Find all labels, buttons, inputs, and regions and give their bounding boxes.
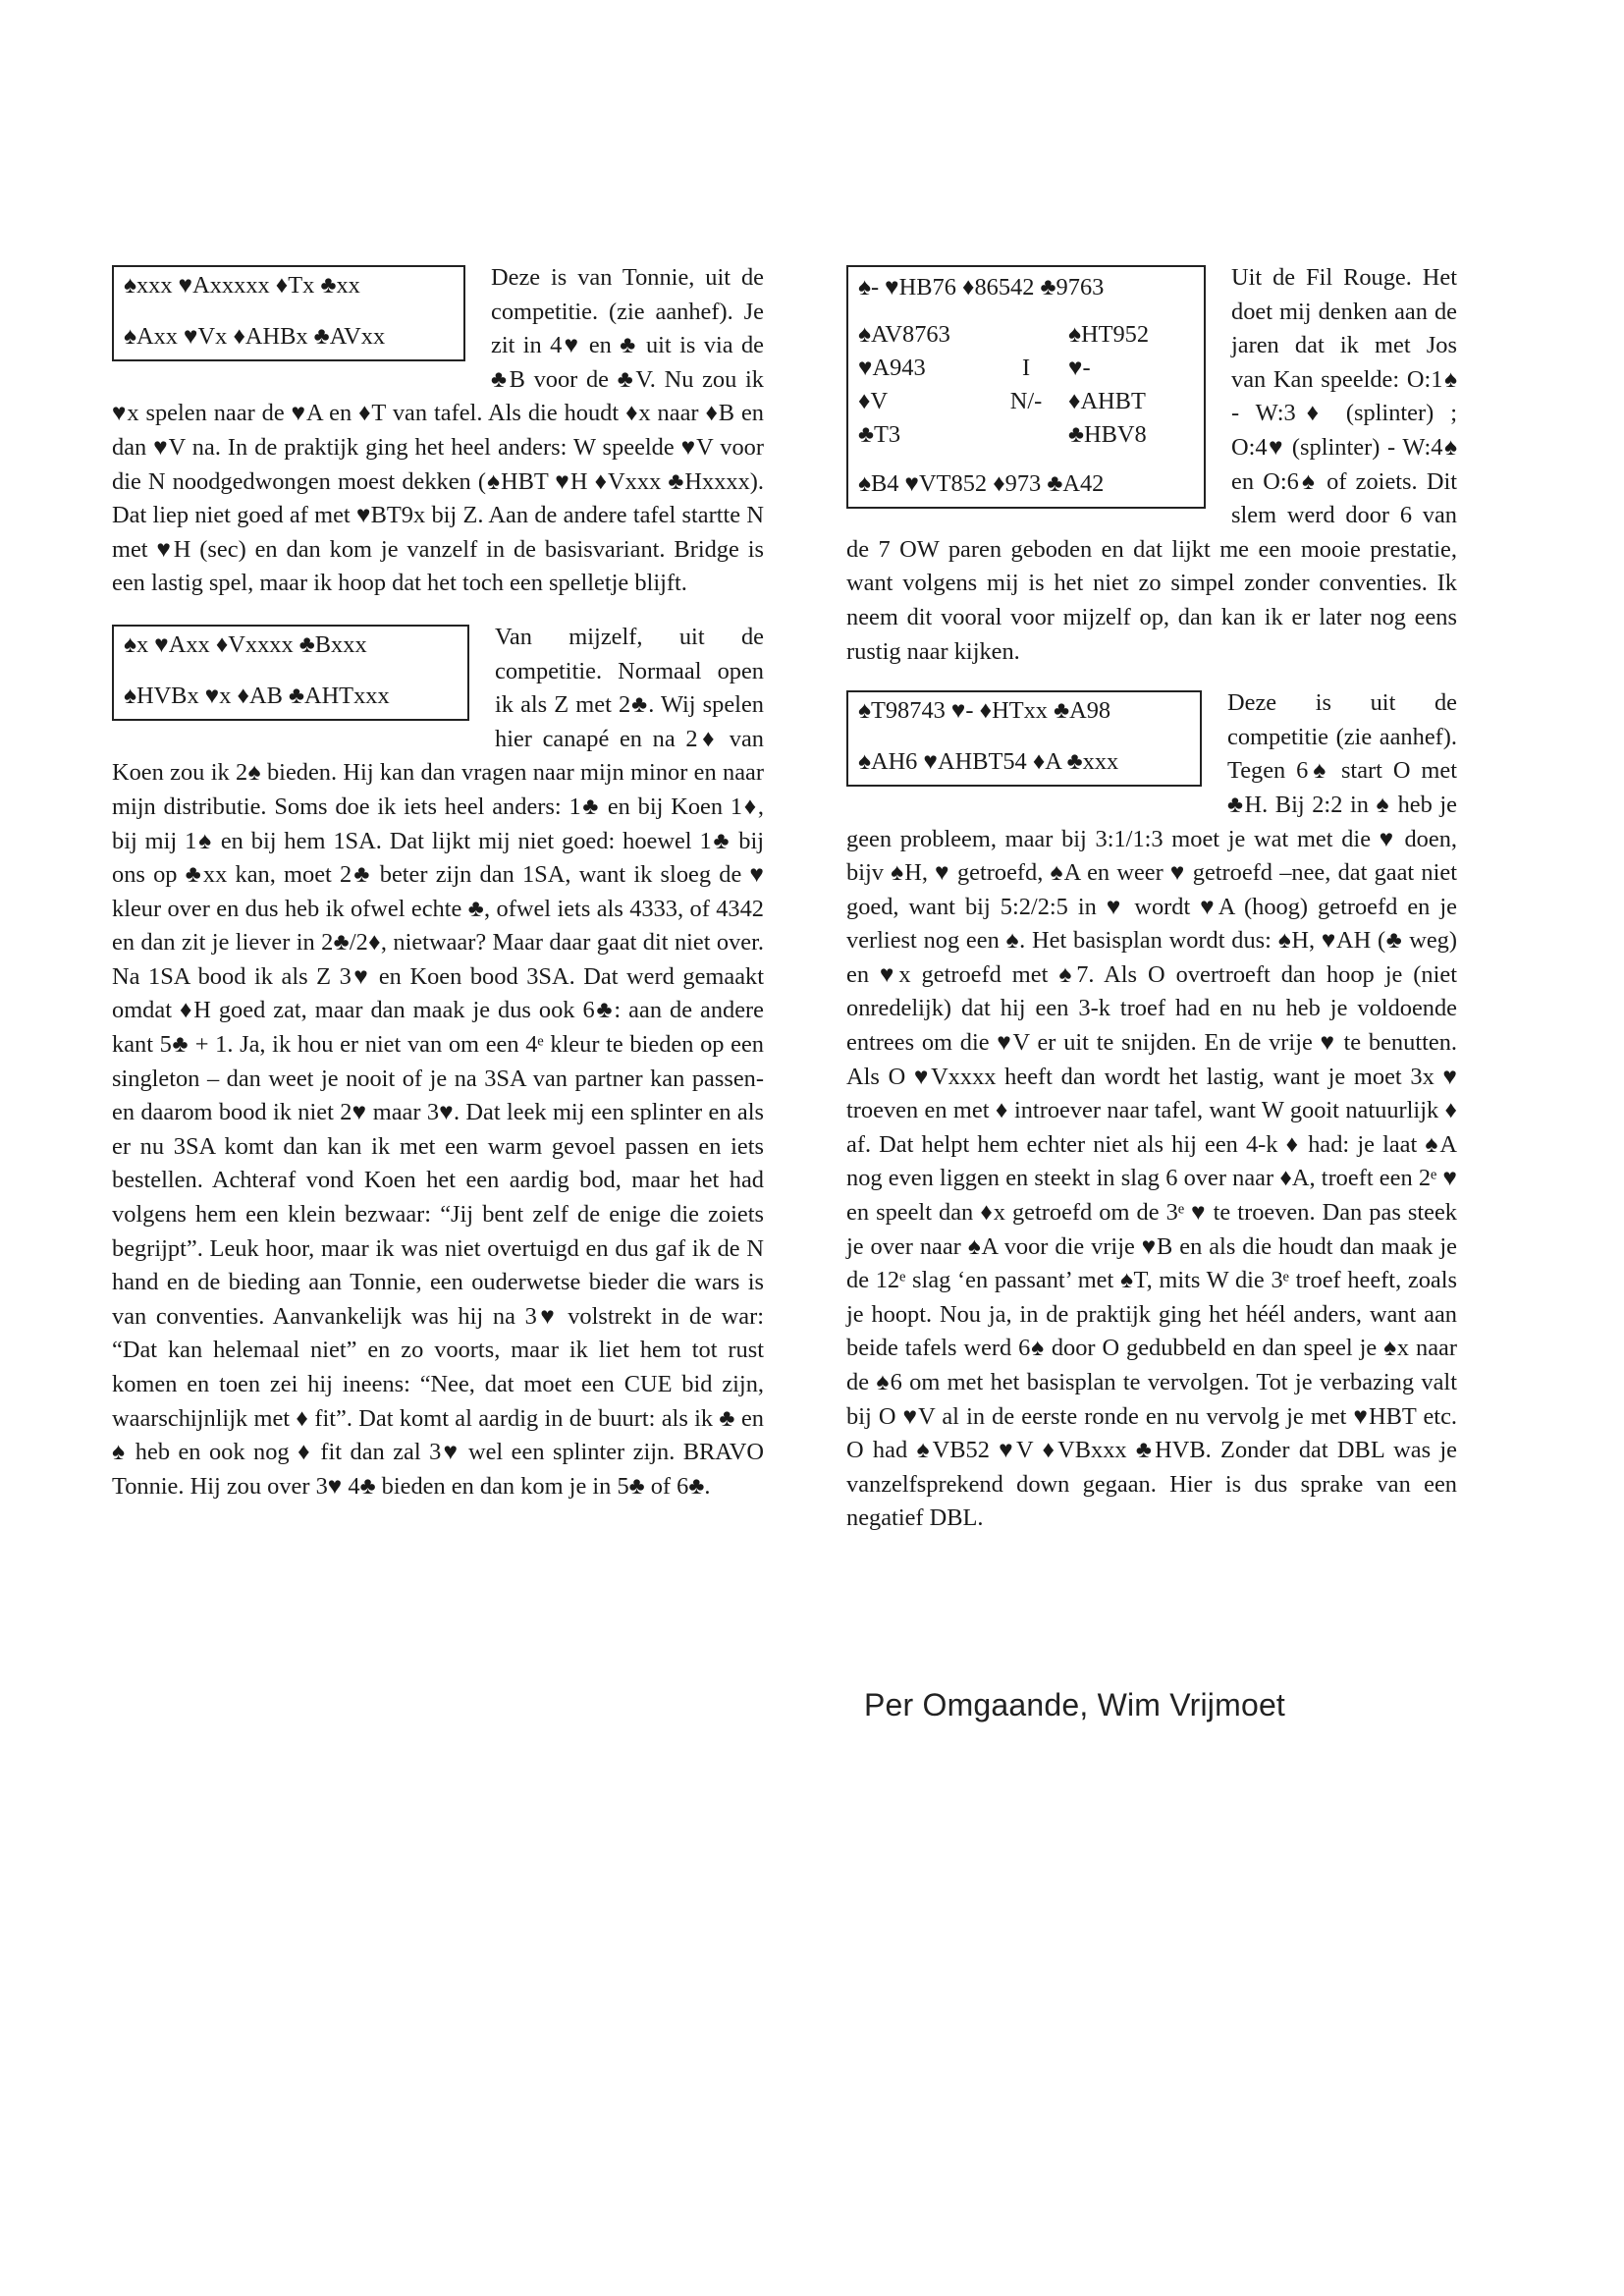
hand-diagram-box (112, 265, 465, 361)
hand-south: ♠Axx ♥Vx ♦AHBx ♣AVxx (124, 323, 386, 350)
right-column (846, 261, 1457, 1536)
east-spades: ♠HT952 (1068, 321, 1150, 348)
east-diamonds: ♦AHBT (1068, 388, 1146, 414)
hand-diagram-box (112, 625, 469, 721)
article-paragraph: Deze is uit de competitie (zie aanhef). Tegen 6♠ start O met ♣H. Bij 2:2 in ♠ heb je geen probleem, maar bij 3:1/1:3 moet je wat met die ♥ doen, bijv ♠H, ♥ getroefd, ♠A en weer ♥ getroefd –nee, dat gaat niet goed, want bij 5:2/2:5 in ♥ wordt ♥A (hoog) getroefd en je verliest nog een ♠. Het basisplan wordt dus: ♠H, ♥AH (♣ weg) en ♥x getroefd met ♠7. Als O overtroeft dan hoop je (niet onredelijk) dat hij een 3-k troef had en nu heb je voldoende entrees om die ♥V er uit te snijden. En de vrije ♥ te benutten. Als O ♥Vxxxx heeft dan wordt het lastig, want je moet 3x ♥ troeven en met ♦ introever naar tafel, want W gooit natuurlijk ♦ af. Dat helpt hem echter niet als hij een 4-k ♦ had: je laat ♠A nog even liggen en steekt in slag 6 over naar ♦A, troeft een 2ᵉ ♥ en speelt dan ♦x getroefd om de 3ᵉ ♥ te troeven. Dan pas steek je over naar ♠A voor die vrije ♥B en als die houdt dan maak je de 12ᵉ slag ‘en passant’ met ♠T, mits W die 3ᵉ troef heeft, zoals je hoopt. Nou ja, in de praktijk ging het héél anders, want aan beide tafels werd 6♠ door O gedubbeld en dan speel je ♠x naar de ♠6 om met het basisplan te vervolgen. Tot je verbazing valt bij O ♥V al in de eerste ronde en nu vervolg je met ♥HBT etc. O had ♠VB52 ♥V ♦VBxxx ♣HVB. Zonder dat DBL was je vanzelfsprekend down gegaan. Hier is dus sprake van een negatief DBL. (846, 689, 1457, 1532)
article-fil-rouge (846, 261, 1457, 669)
article-mijzelf (112, 621, 764, 1503)
compass-row-2: I (1021, 355, 1031, 381)
compass-row-1 (992, 318, 1060, 352)
hand-south: ♠HVBx ♥x ♦AB ♣AHTxxx (124, 682, 390, 709)
article-paragraph: Van mijzelf, uit de competitie. Normaal open ik als Z met 2♣. Wij spelen hier canapé en na 2♦ van Koen zou ik 2♠ bieden. Hij kan dan vragen naar mijn minor en naar mijn distributie. Soms doe ik iets heel anders: 1♣ en bij Koen 1♦, bij mij 1♠ en bij hem 1SA. Dat lijkt mij niet goed: hoewel 1♣ bij ons op ♣xx kan, moet 2♣ beter zijn dan 1SA, want ik sloeg de ♥ kleur over en dus heb ik ofwel echte ♣, ofwel iets als 4333, of 4342 en dan zit je liever in 2♣/2♦, nietwaar? Maar daar gaat dit niet over. Na 1SA bood ik als Z 3♥ en Koen bood 3SA. Dat werd gemaakt omdat ♦H goed zat, maar dan maak je dus ook 6♣: aan de andere kant 5♣ + 1. Ja, ik hou er niet van om een 4ᵉ kleur te bieden op een singleton – dan weet je nooit of je na 3SA van partner kan passen- en daarom bood ik niet 2♥ maar 3♥. Dat leek mij een splinter en als er nu 3SA komt dan kan ik met een warm gevoel passen en iets bestellen. Achteraf vond Koen het een aardig bod, maar het had volgens hem een klein bezwaar: “Jij bent zelf de enige die zoiets begrijpt”. Leuk hoor, maar ik was niet overtuigd en dus gaf ik de N hand en de bieding aan Tonnie, een ouderwetse bieder die wars is van conventies. Aanvankelijk was hij na 3♥ volstrekt in de war: “Dat kan helemaal niet” en zo voorts, maar ik liet hem tot rust komen en toen zei hij ineens: “Nee, dat moet een CUE bid zijn, waarschijnlijk met ♦ fit”. Dat komt al aardig in de buurt: als ik ♣ en ♠ heb en ook nog ♦ fit dan zal 3♥ wel een splinter zijn. BRAVO Tonnie. Hij zou over 3♥ 4♣ bieden en dan kom je in 5♣ of 6♣. (112, 623, 764, 1500)
compass-dealer-vuln: N/- (1009, 388, 1043, 414)
author-signature: Per Omgaande, Wim Vrijmoet (864, 1687, 1286, 1722)
west-spades: ♠AV8763 (858, 321, 950, 348)
west-hearts: ♥A943 (858, 355, 926, 381)
article-competitie (846, 686, 1457, 1536)
article-paragraph: Uit de Fil Rouge. Het doet mij denken aan de jaren dat ik met Jos van Kan speelde: O:1♠ - W:3♦ (splinter) ; O:4♥ (splinter) - W:4♠ en O:6♠ of zoiets. Dit slem werd door 6 van de 7 OW paren geboden en dat lijkt me een mooie prestatie, want volgens mij is het niet zo simpel zonder conventies. Ik neem dit vooral voor mijzelf op, dan kan ik er later nog eens rustig naar kijken. (846, 264, 1457, 665)
left-column (112, 261, 764, 1503)
compass-row-4 (992, 418, 1060, 452)
article-paragraph: Deze is van Tonnie, uit de competitie. (zie aanhef). Je zit in 4♥ en ♣ uit is via de ♣B voor de ♣V. Nu zou ik ♥x spelen naar de ♥A en ♦T van tafel. Als die houdt ♦x naar ♦B en dan ♥V na. In de praktijk ging het heel anders: W speelde ♥V voor die N noodgedwongen moest dekken (♠HBT ♥H ♦Vxxx ♣Hxxxx). Dat liep niet goed af met ♥BT9x bij Z. Aan de andere tafel startte N met ♥H (sec) en dan kom je vanzelf in de basisvariant. Bridge is een lastig spel, maar ik hoop dat het toch een spelletje blijft. (112, 264, 764, 597)
hand-south: ♠B4 ♥VT852 ♦973 ♣A42 (858, 470, 1105, 497)
west-clubs: ♣T3 (858, 421, 901, 448)
hand-north: ♠x ♥Axx ♦Vxxxx ♣Bxxx (124, 630, 367, 658)
hand-north: ♠- ♥HB76 ♦86542 ♣9763 (858, 274, 1105, 301)
east-hearts: ♥- (1068, 355, 1091, 381)
hand-south: ♠AH6 ♥AHBT54 ♦A ♣xxx (858, 748, 1119, 776)
article-tonnie (112, 261, 764, 601)
east-clubs: ♣HBV8 (1068, 421, 1147, 448)
hand-north: ♠xxx ♥Axxxxx ♦Tx ♣xx (124, 272, 360, 299)
hand-diagram-box (846, 690, 1202, 787)
west-diamonds: ♦V (858, 388, 889, 414)
deal-diagram-box (846, 265, 1206, 509)
deal-grid (858, 318, 1194, 452)
hand-north: ♠T98743 ♥- ♦HTxx ♣A98 (858, 697, 1111, 725)
